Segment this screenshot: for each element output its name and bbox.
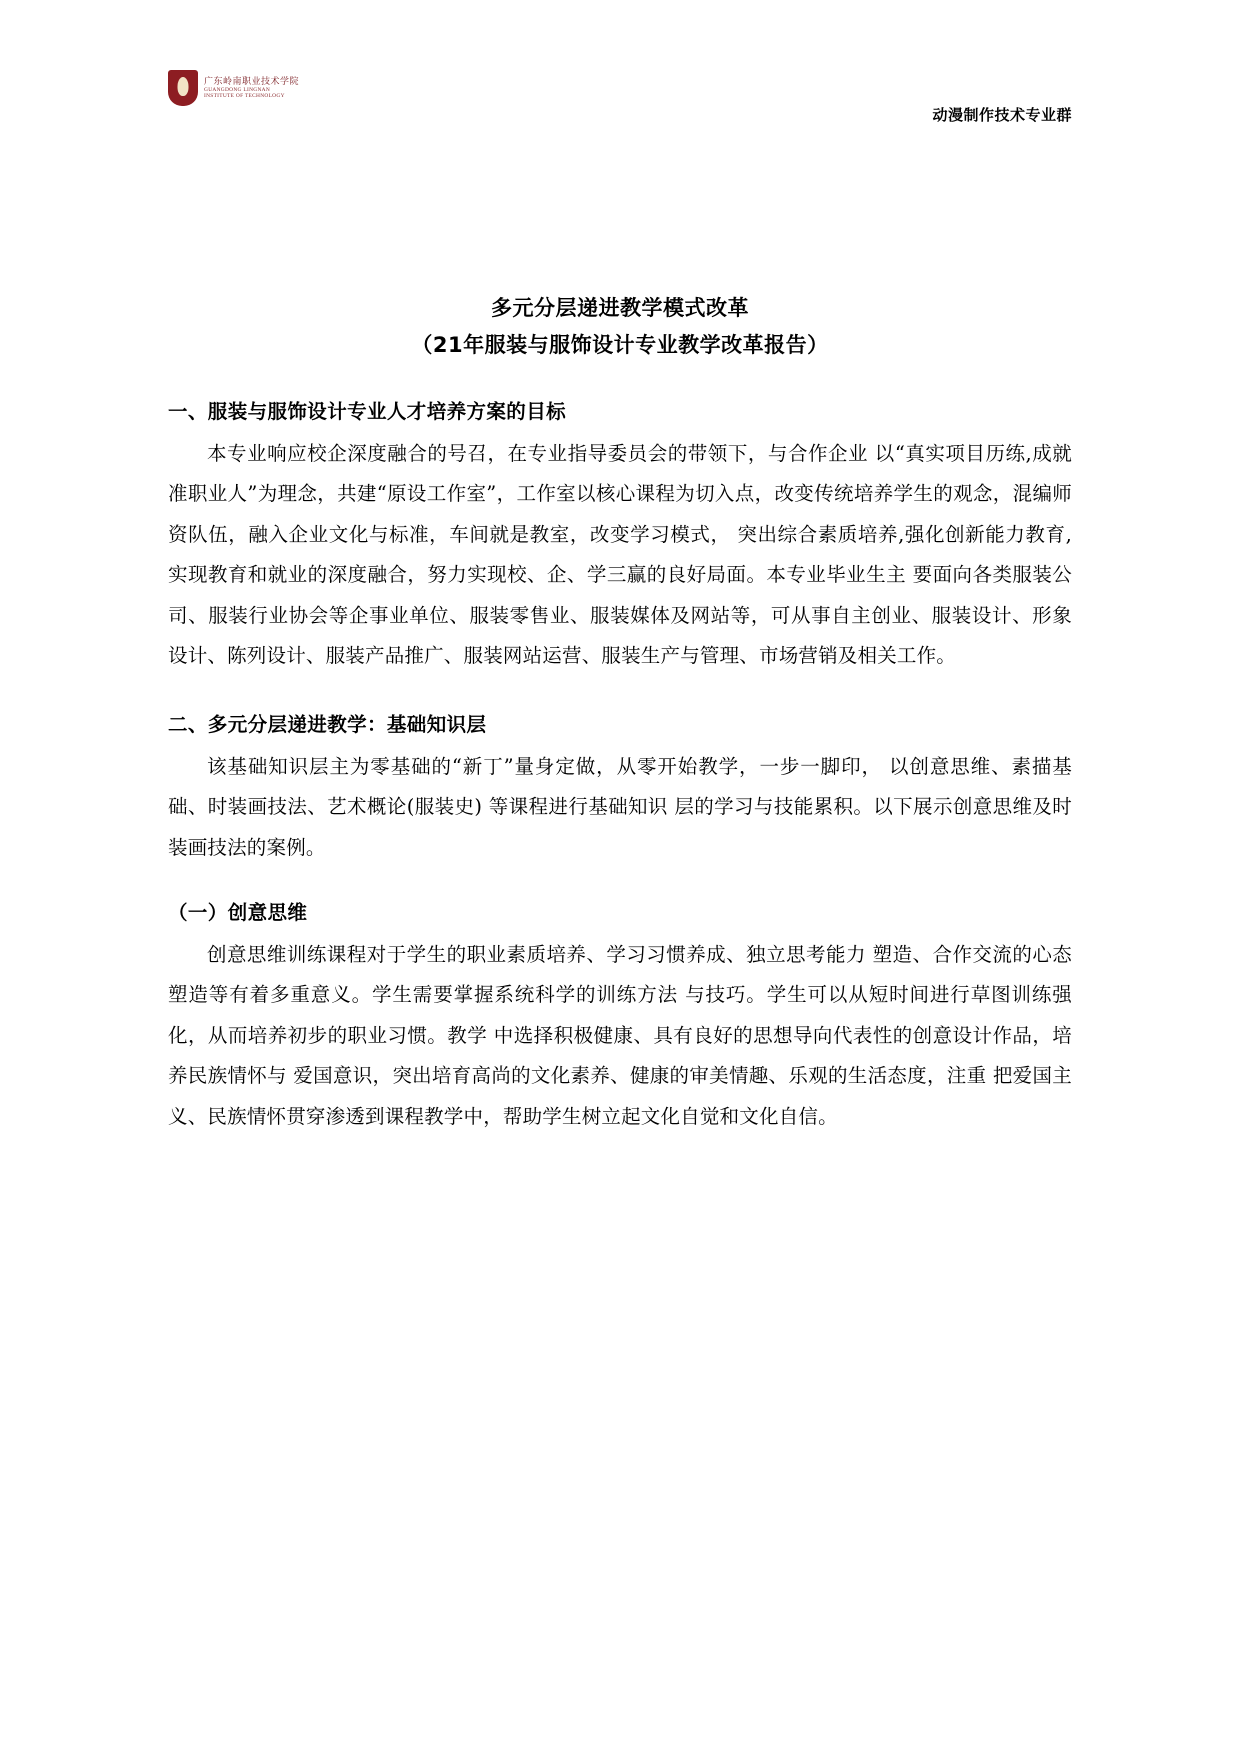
logo-text-block bbox=[204, 77, 299, 100]
shield-icon bbox=[168, 70, 198, 106]
page-header bbox=[168, 70, 1072, 130]
document-body bbox=[168, 290, 1072, 1137]
logo-english-line2: INSTITUTE OF TECHNOLOGY bbox=[204, 93, 285, 100]
section-paragraph-1: 本专业响应校企深度融合的号召，在专业指导委员会的带领下，与合作企业 以“真实项目历练,成就准职业人”为理念，共建“原设工作室”，工作室以核心课程为切入点，改变传统培养学生的观念，混编师资队伍，融入企业文化与标准，车间就是教室，改变学习模式， 突出综合素质培养,强化创新能力教育,实现教育和就业的深度融合，努力实现校、企、学三赢的良好局面。本专业毕业生主 要面向各类服装公司、服装行业协会等企事业单位、服装零售业、服装媒体及网站等，可从事自主创业、服装设计、形象设计、陈列设计、服装产品推广、服装网站运营、服装生产与管理、市场营销及相关工作。 bbox=[168, 441, 1072, 668]
logo-english-line1: GUANGDONG LINGNAN bbox=[204, 86, 271, 93]
section-heading-2: 二、多元分层递进教学：基础知识层 bbox=[168, 712, 487, 736]
institution-logo bbox=[168, 70, 299, 106]
subsection-heading-1: （一）创意思维 bbox=[168, 900, 308, 924]
subsection-paragraph-1: 创意思维训练课程对于学生的职业素质培养、学习习惯养成、独立思考能力 塑造、合作交流的心态塑造等有着多重意义。学生需要掌握系统科学的训练方法 与技巧。学生可以从短时间进行草图训练强化，从而培养初步的职业习惯。教学 中选择积极健康、具有良好的思想导向代表性的创意设计作品，培养民族情怀与 爱国意识，突出培育高尚的文化素养、健康的审美情趣、乐观的生活态度，注重 把爱国主义、民族情怀贯穿渗透到课程教学中，帮助学生树立起文化自觉和文化自信。 bbox=[168, 942, 1072, 1128]
header-program-label: 动漫制作技术专业群 bbox=[932, 106, 1072, 124]
logo-chinese-name: 广东岭南职业技术学院 bbox=[204, 76, 300, 87]
page-subtitle: （21年服装与服饰设计专业教学改革报告） bbox=[411, 332, 829, 357]
section-heading-1: 一、服装与服饰设计专业人才培养方案的目标 bbox=[168, 399, 567, 423]
section-paragraph-2: 该基础知识层主为零基础的“新丁”量身定做，从零开始教学，一步一脚印， 以创意思维、素描基础、时装画技法、艺术概论(服装史) 等课程进行基础知识 层的学习与技能累积。以下展示创意思维及时装画技法的案例。 bbox=[168, 754, 1072, 859]
page-title: 多元分层递进教学模式改革 bbox=[491, 296, 749, 320]
